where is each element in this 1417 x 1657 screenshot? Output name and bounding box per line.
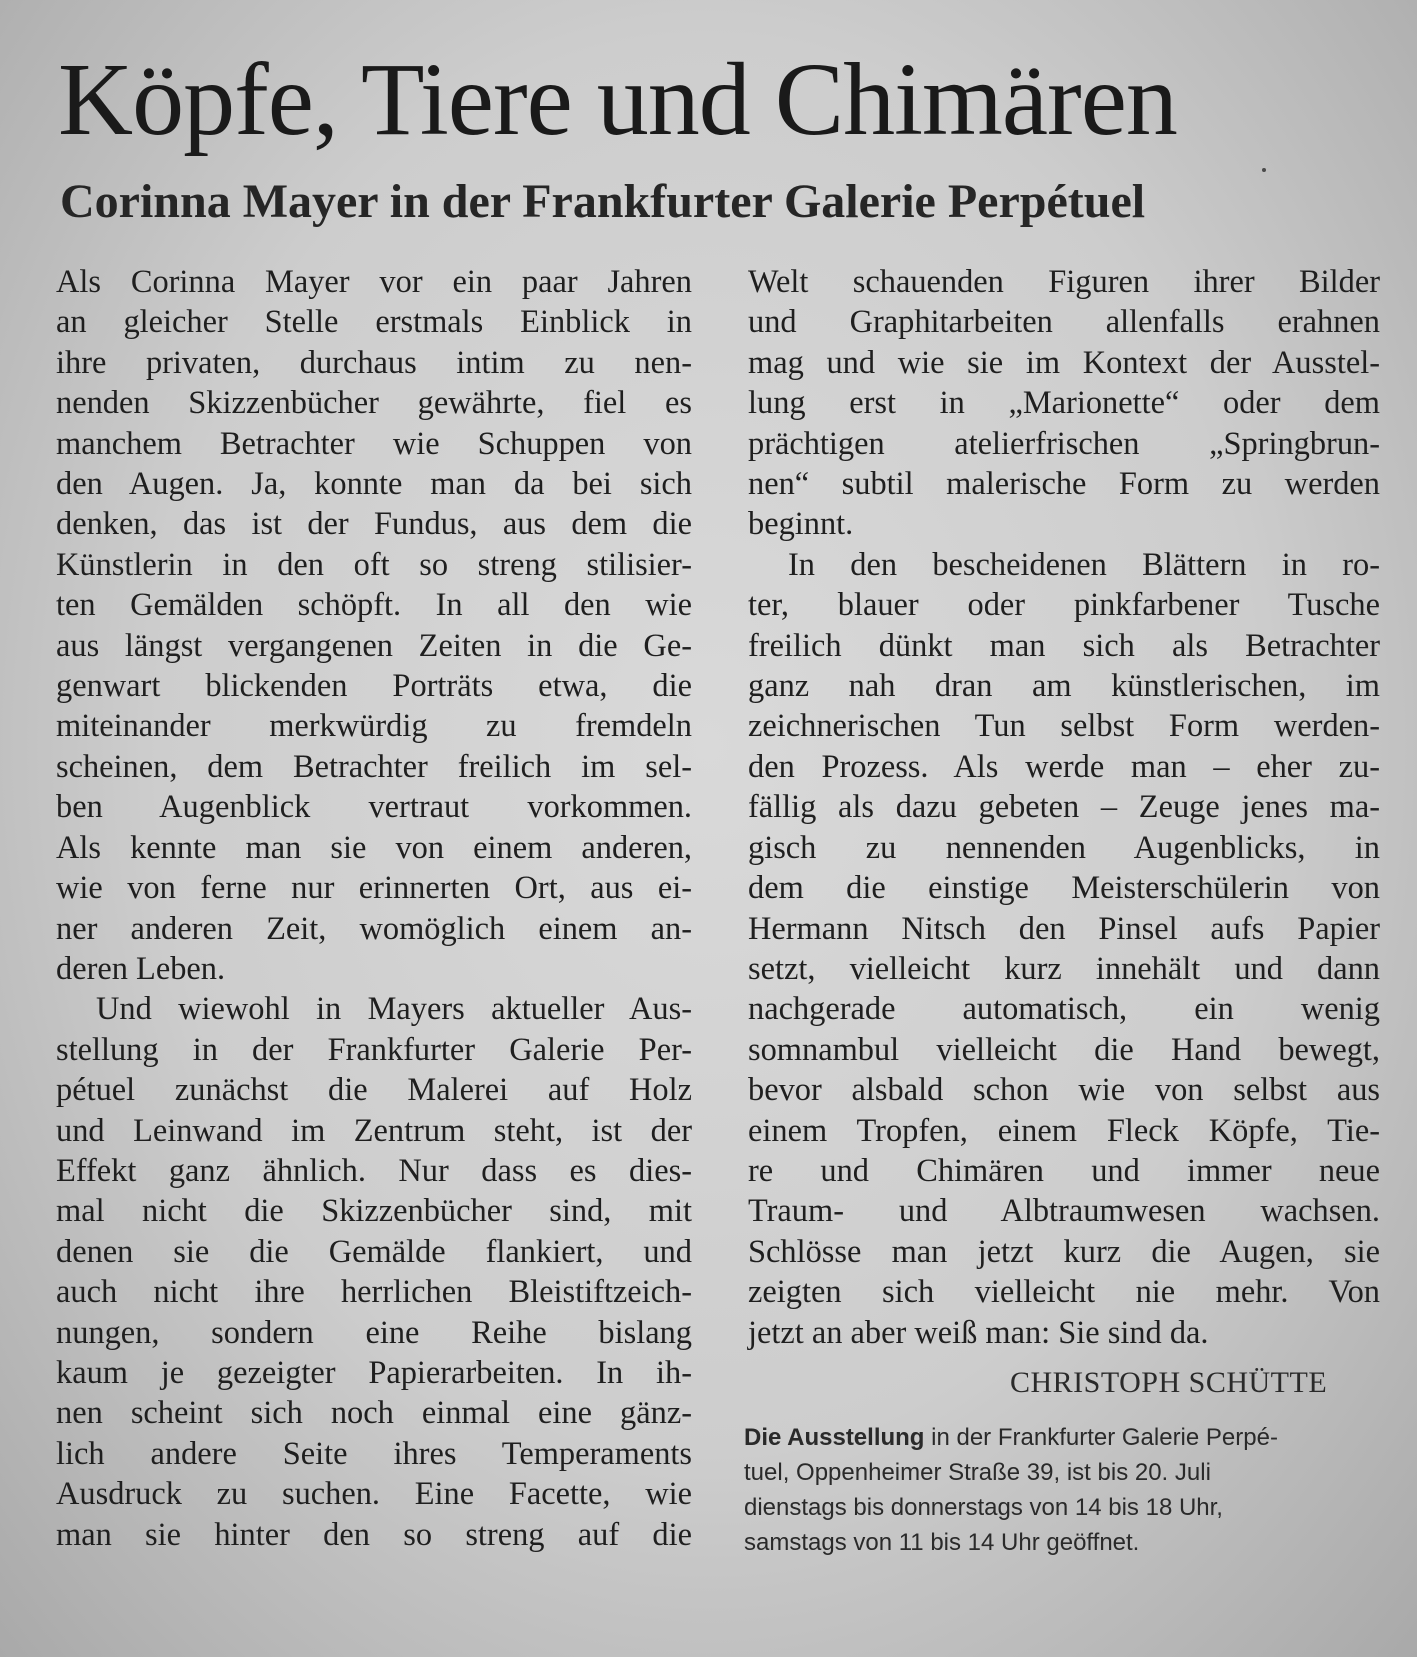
text-line: denken, das ist der Fundus, aus dem die bbox=[56, 506, 692, 543]
text-line: ter, blauer oder pinkfarbener Tusche bbox=[748, 587, 1380, 624]
text-line: dem die einstige Meisterschülerin von bbox=[748, 870, 1380, 907]
paper-speck bbox=[1262, 168, 1266, 172]
text-line: wie von ferne nur erinnerten Ort, aus ei- bbox=[56, 870, 692, 907]
text-line: Schlösse man jetzt kurz die Augen, sie bbox=[748, 1233, 1380, 1270]
text-line: ner anderen Zeit, womöglich einem an- bbox=[56, 910, 692, 947]
info-lead: Die Ausstellung bbox=[744, 1424, 925, 1451]
text-line: Hermann Nitsch den Pinsel aufs Papier bbox=[748, 910, 1380, 947]
text-line: nen scheint sich noch einmal eine gänz- bbox=[56, 1395, 692, 1432]
text-line: nachgerade automatisch, ein wenig bbox=[748, 991, 1380, 1028]
text-line: ten Gemälden schöpft. In all den wie bbox=[56, 587, 692, 624]
text-line: lung erst in „Marionette“ oder dem bbox=[748, 385, 1380, 422]
text-line: jetzt an aber weiß man: Sie sind da. bbox=[748, 1314, 1209, 1351]
text-line: fällig als dazu gebeten – Zeuge jenes ma- bbox=[748, 789, 1380, 826]
text-line: nen“ subtil malerische Form zu werden bbox=[748, 466, 1380, 503]
text-line: man sie hinter den so streng auf die bbox=[56, 1516, 692, 1553]
headline: Köpfe, Tiere und Chimären bbox=[58, 42, 1177, 157]
column-right bbox=[748, 262, 1380, 1353]
text-line: miteinander merkwürdig zu fremdeln bbox=[56, 708, 692, 745]
text-line: nenden Skizzenbücher gewährte, fiel es bbox=[56, 385, 692, 422]
info-text: in der Frankfurter Galerie Perpé- bbox=[924, 1424, 1278, 1451]
text-line: mag und wie sie im Kontext der Ausstel- bbox=[748, 344, 1380, 381]
text-line: scheinen, dem Betrachter freilich im sel- bbox=[56, 748, 692, 785]
text-line: denen sie die Gemälde flankiert, und bbox=[56, 1233, 692, 1270]
subheadline: Corinna Mayer in der Frankfurter Galerie Perpétuel bbox=[60, 175, 1146, 228]
text-line: aus längst vergangenen Zeiten in die Ge- bbox=[56, 627, 692, 664]
exhibition-info bbox=[744, 1420, 1344, 1560]
text-line: kaum je gezeigter Papierarbeiten. In ih- bbox=[56, 1354, 692, 1391]
text-line: Und wiewohl in Mayers aktueller Aus- bbox=[96, 991, 692, 1028]
text-line: Künstlerin in den oft so streng stilisier- bbox=[56, 546, 692, 583]
text-line: und Graphitarbeiten allenfalls erahnen bbox=[748, 304, 1380, 341]
text-line: beginnt. bbox=[748, 506, 854, 543]
text-line: manchem Betrachter wie Schuppen von bbox=[56, 425, 692, 462]
text-line: pétuel zunächst die Malerei auf Holz bbox=[56, 1072, 692, 1109]
text-line: lich andere Seite ihres Temperaments bbox=[56, 1435, 692, 1472]
info-line: samstags von 11 bis 14 Uhr geöffnet. bbox=[744, 1529, 1140, 1556]
text-line: bevor alsbald schon wie von selbst aus bbox=[748, 1072, 1380, 1109]
text-line: nungen, sondern eine Reihe bislang bbox=[56, 1314, 692, 1351]
text-line: zeichnerischen Tun selbst Form werden- bbox=[748, 708, 1380, 745]
text-line: prächtigen atelierfrischen „Springbrun- bbox=[748, 425, 1380, 462]
text-line: Als kennte man sie von einem anderen, bbox=[56, 829, 692, 866]
info-line: tuel, Oppenheimer Straße 39, ist bis 20. Juli bbox=[744, 1459, 1211, 1486]
column-left bbox=[56, 262, 692, 1555]
info-line bbox=[744, 1420, 1344, 1455]
text-line: zeigten sich vielleicht nie mehr. Von bbox=[748, 1274, 1380, 1311]
text-line: Welt schauenden Figuren ihrer Bilder bbox=[748, 264, 1380, 300]
text-line: deren Leben. bbox=[56, 950, 226, 987]
text-line: Traum- und Albtraumwesen wachsen. bbox=[748, 1193, 1380, 1230]
text-line: den Prozess. Als werde man – eher zu- bbox=[748, 748, 1380, 785]
text-line: ben Augenblick vertraut vorkommen. bbox=[56, 789, 692, 826]
author-byline: CHRISTOPH SCHÜTTE bbox=[1010, 1366, 1328, 1399]
text-line: setzt, vielleicht kurz innehält und dann bbox=[748, 950, 1380, 987]
text-line: somnambul vielleicht die Hand bewegt, bbox=[748, 1031, 1380, 1068]
text-line: ihre privaten, durchaus intim zu nen- bbox=[56, 344, 692, 381]
info-line: dienstags bis donnerstags von 14 bis 18 Uhr, bbox=[744, 1494, 1223, 1521]
text-line: einem Tropfen, einem Fleck Köpfe, Tie- bbox=[748, 1112, 1380, 1149]
text-line: genwart blickenden Porträts etwa, die bbox=[56, 668, 692, 705]
text-line: den Augen. Ja, konnte man da bei sich bbox=[56, 466, 692, 503]
text-line: mal nicht die Skizzenbücher sind, mit bbox=[56, 1193, 692, 1230]
text-line: gisch zu nennenden Augenblicks, in bbox=[748, 829, 1380, 866]
text-line: In den bescheidenen Blättern in ro- bbox=[788, 546, 1380, 583]
text-line: auch nicht ihre herrlichen Bleistiftzeich- bbox=[56, 1274, 692, 1311]
text-line: freilich dünkt man sich als Betrachter bbox=[748, 627, 1380, 664]
text-line: an gleicher Stelle erstmals Einblick in bbox=[56, 304, 692, 341]
text-line: Als Corinna Mayer vor ein paar Jahren bbox=[56, 264, 692, 300]
text-line: Effekt ganz ähnlich. Nur dass es dies- bbox=[56, 1152, 692, 1189]
text-line: und Leinwand im Zentrum steht, ist der bbox=[56, 1112, 692, 1149]
text-line: stellung in der Frankfurter Galerie Per- bbox=[56, 1031, 692, 1068]
text-line: ganz nah dran am künstlerischen, im bbox=[748, 668, 1380, 705]
text-line: Ausdruck zu suchen. Eine Facette, wie bbox=[56, 1476, 692, 1513]
text-line: re und Chimären und immer neue bbox=[748, 1152, 1380, 1189]
